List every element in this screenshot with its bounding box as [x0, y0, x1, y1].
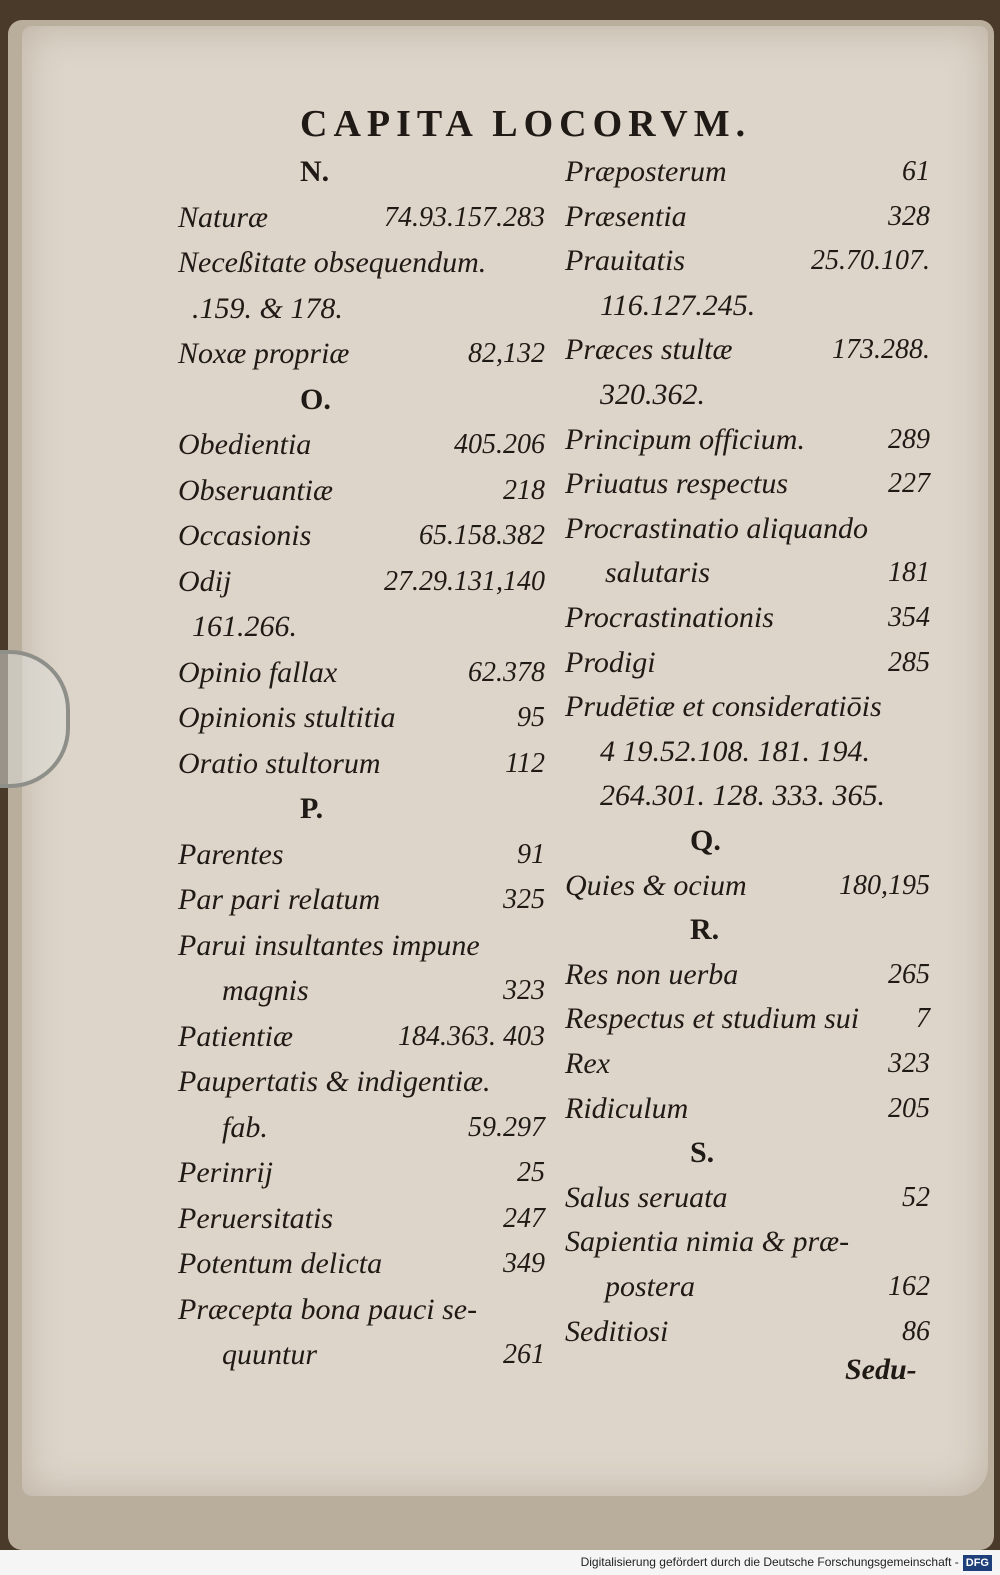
section-letter: R. [690, 913, 720, 947]
index-continuation: salutaris [605, 556, 711, 590]
section-letter: S. [690, 1136, 715, 1170]
page-reference: 289 [888, 423, 930, 455]
page-reference: 25.70.107. [811, 245, 930, 277]
index-entry: Præcepta bona pauci se- [178, 1292, 478, 1326]
index-entry: Naturæ [178, 200, 269, 234]
index-continuation: 161.266. [192, 610, 297, 643]
page-reference: 325 [503, 884, 545, 915]
page-reference: 59.297 [468, 1111, 545, 1143]
section-letter: P. [300, 792, 324, 825]
page-reference: 180,195 [839, 869, 930, 901]
section-letter: Q. [690, 824, 721, 857]
page-reference: 265 [888, 958, 930, 990]
index-entry: Procrastinatio aliquando [565, 511, 869, 545]
index-entry: Opinio fallax [178, 655, 338, 689]
index-entry: Præces stultæ [565, 333, 733, 367]
index-entry: Opinionis stultitia [178, 701, 396, 734]
page-reference: 181 [888, 557, 930, 589]
index-continuation: magnis [222, 974, 309, 1007]
page-reference: 25 [517, 1157, 545, 1188]
page-reference: 285 [888, 646, 930, 678]
index-entry: Paupertatis & indigentiæ. [178, 1065, 491, 1098]
index-entry: Prudētiæ et consideratiōis [565, 690, 882, 724]
index-continuation: .159. & 178. [192, 291, 343, 325]
page-reference: 61 [902, 156, 930, 187]
dfg-logo: DFG [963, 1555, 992, 1571]
index-entry: Seditiosi [565, 1314, 669, 1348]
page-reference: 95 [517, 702, 545, 733]
index-continuation: postera [605, 1270, 695, 1303]
page-reference: 173.288. [832, 334, 930, 366]
page-reference: 354 [888, 602, 930, 633]
index-entry: Rex [565, 1047, 610, 1080]
index-entry: Neceßitate obsequendum. [178, 246, 487, 279]
page-reference: 27.29.131,140 [384, 565, 545, 597]
index-entry: Salus seruata [565, 1180, 728, 1214]
index-entry: Oratio stultorum [178, 746, 381, 780]
footer-text: Digitalisierung gefördert durch die Deutsche Forschungsgemeinschaft - [580, 1555, 959, 1569]
index-entry: Res non uerba [565, 957, 739, 991]
page-reference: 349 [503, 1248, 545, 1279]
index-entry: Præposterum [565, 155, 727, 188]
page-reference: 162 [888, 1271, 930, 1302]
page-reference: 323 [503, 975, 545, 1006]
catchword: Sedu- [845, 1353, 917, 1386]
page-reference: 62.378 [468, 656, 545, 688]
index-entry: Obseruantiæ [178, 473, 334, 507]
page-reference: 323 [888, 1048, 930, 1079]
index-entry: Respectus et studium sui [565, 1002, 860, 1036]
section-letter: O. [300, 382, 331, 416]
index-entry: Obedientia [178, 428, 312, 461]
index-entry: Ridiculum [565, 1091, 689, 1125]
index-entry: Peruersitatis [178, 1201, 333, 1235]
index-entry: Potentum delicta [178, 1247, 383, 1280]
page-reference: 52 [902, 1181, 930, 1213]
index-entry: Principum officium. [565, 422, 805, 456]
index-entry: Parentes [178, 837, 284, 871]
page-title: CAPITA LOCORVM. [300, 103, 752, 145]
index-entry: Procrastinationis [565, 601, 774, 634]
index-continuation: fab. [222, 1110, 268, 1144]
index-continuation: 320.362. [600, 378, 705, 411]
index-continuation: 4 19.52.108. 181. 194. [600, 734, 870, 768]
index-entry: Odij [178, 564, 232, 598]
page-reference: 7 [916, 1003, 930, 1035]
index-entry: Priuatus respectus [565, 467, 789, 501]
index-entry: Patientiæ [178, 1019, 293, 1053]
page-reference: 227 [888, 468, 930, 500]
index-entry: Par pari relatum [178, 883, 381, 916]
index-continuation: quuntur [222, 1338, 318, 1371]
page-reference: 86 [902, 1315, 930, 1347]
page-reference: 91 [517, 838, 545, 870]
section-letter: N. [300, 155, 330, 188]
index-entry: Noxæ propriæ [178, 337, 350, 370]
index-entry: Parui insultantes impune [178, 928, 480, 962]
page-reference: 261 [503, 1339, 545, 1370]
page-reference: 184.363. 403 [398, 1020, 545, 1052]
page-reference: 218 [503, 474, 545, 506]
page-reference: 82,132 [468, 338, 545, 369]
index-entry: Prodigi [565, 645, 656, 679]
page-reference: 65.158.382 [419, 520, 545, 551]
page-reference: 405.206 [454, 429, 545, 460]
page-reference: 112 [505, 747, 545, 779]
index-continuation: 264.301. 128. 333. 365. [600, 779, 885, 813]
index-entry: Quies & ocium [565, 868, 747, 902]
page-reference: 328 [888, 200, 930, 232]
page-reference: 205 [888, 1092, 930, 1124]
index-entry: Præsentia [565, 199, 687, 233]
page-reference: 74.93.157.283 [384, 201, 545, 233]
index-entry: Prauitatis [565, 244, 686, 278]
index-entry: Sapientia nimia & præ- [565, 1225, 850, 1259]
page-reference: 247 [503, 1202, 545, 1234]
index-entry: Perinrij [178, 1156, 273, 1189]
footer-bar [0, 1550, 1000, 1575]
index-entry: Occasionis [178, 519, 312, 552]
index-continuation: 116.127.245. [600, 288, 756, 322]
